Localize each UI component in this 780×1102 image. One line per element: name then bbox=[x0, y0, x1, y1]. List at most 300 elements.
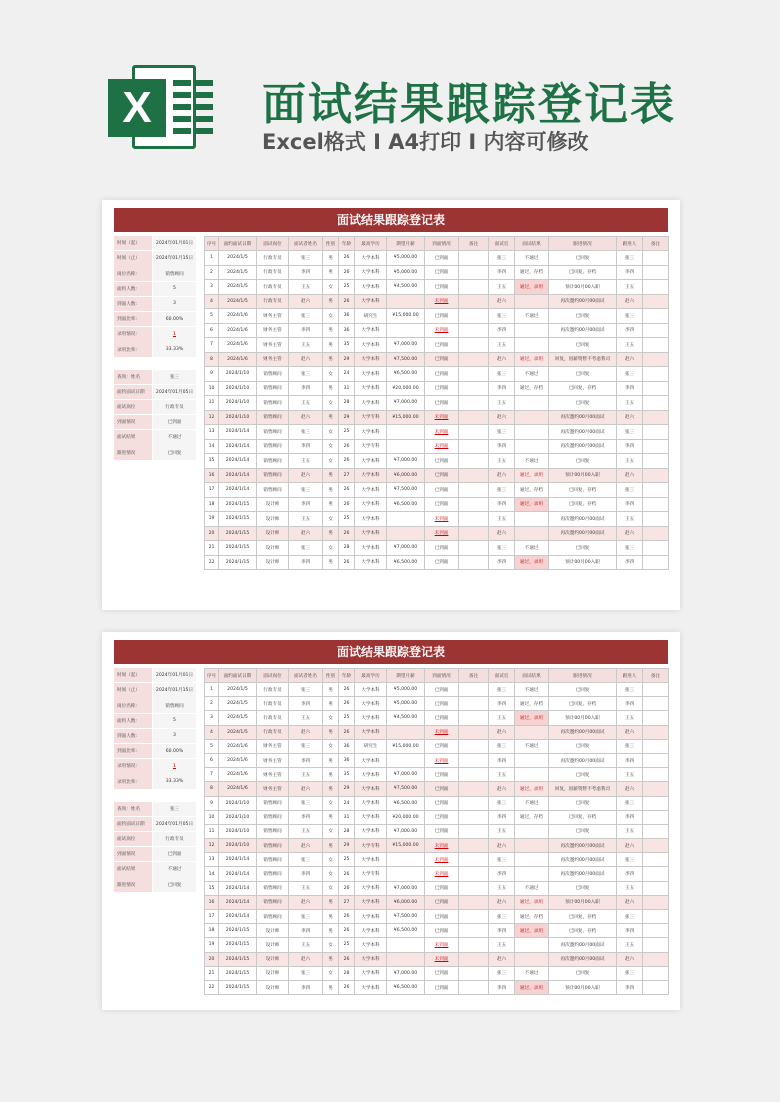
cell-no: 21 bbox=[205, 541, 219, 556]
cell-pos: 财务主管 bbox=[257, 739, 289, 753]
cell-age: 25 bbox=[339, 425, 355, 440]
table-row bbox=[205, 439, 669, 454]
cell-arr: 未到面 bbox=[425, 512, 459, 527]
cell-fol: 已回复 bbox=[549, 309, 617, 324]
cell-age: 26 bbox=[339, 881, 355, 895]
cell-no: 5 bbox=[205, 739, 219, 753]
cell-no: 15 bbox=[205, 881, 219, 895]
cell-edu: 大学本科 bbox=[355, 768, 387, 782]
summary-key: 跟进情况 bbox=[114, 445, 152, 459]
cell-date: 2024/1/15 bbox=[219, 966, 257, 980]
cell-no: 22 bbox=[205, 555, 219, 570]
cell-edu: 大学本科 bbox=[355, 683, 387, 697]
cell-pay: ¥6,500.00 bbox=[387, 367, 425, 382]
summary-key: 查询：姓名 bbox=[114, 370, 152, 384]
summary-panel bbox=[114, 236, 196, 461]
cell-arr: 已到面 bbox=[425, 454, 459, 469]
cell-age: 26 bbox=[339, 454, 355, 469]
cell-sex: 男 bbox=[323, 839, 339, 853]
cell-name: 赵六 bbox=[289, 526, 323, 541]
cell-res: 通过，存档 bbox=[515, 810, 549, 824]
cell-n2 bbox=[643, 439, 669, 454]
page-title: 面试结果跟踪登记表 bbox=[262, 79, 676, 130]
cell-no: 2 bbox=[205, 697, 219, 711]
cell-arr: 已到面 bbox=[425, 683, 459, 697]
cell-itv: 张三 bbox=[489, 739, 515, 753]
cell-edu: 大学本科 bbox=[355, 541, 387, 556]
cell-no: 9 bbox=[205, 796, 219, 810]
cell-sex: 男 bbox=[323, 683, 339, 697]
summary-value[interactable]: 张三 bbox=[153, 370, 196, 384]
cell-edu: 大学本科 bbox=[355, 952, 387, 966]
column-header: 面约面试日期 bbox=[219, 237, 257, 251]
cell-date: 2024/1/14 bbox=[219, 910, 257, 924]
cell-pay: ¥15,000.00 bbox=[387, 739, 425, 753]
cell-itv: 赵六 bbox=[489, 352, 515, 367]
cell-date: 2024/1/15 bbox=[219, 512, 257, 527]
cell-name: 王五 bbox=[289, 824, 323, 838]
cell-itv: 王五 bbox=[489, 881, 515, 895]
table-row bbox=[205, 352, 669, 367]
table-row bbox=[205, 555, 669, 570]
cell-res bbox=[515, 867, 549, 881]
cell-name: 李四 bbox=[289, 924, 323, 938]
cell-pay: ¥7,000.00 bbox=[387, 338, 425, 353]
summary-row bbox=[114, 282, 196, 296]
table-row bbox=[205, 683, 669, 697]
cell-pay: ¥6,500.00 bbox=[387, 980, 425, 994]
cell-sex: 男 bbox=[323, 483, 339, 498]
cell-pay: ¥5,000.00 bbox=[387, 251, 425, 266]
cell-arr: 未到面 bbox=[425, 938, 459, 952]
cell-date: 2024/1/14 bbox=[219, 853, 257, 867]
cell-no: 18 bbox=[205, 497, 219, 512]
cell-edu: 大学本科 bbox=[355, 512, 387, 527]
cell-age: 25 bbox=[339, 853, 355, 867]
cell-no: 3 bbox=[205, 280, 219, 295]
cell-n1 bbox=[459, 753, 489, 767]
cell-edu: 大学本科 bbox=[355, 924, 387, 938]
cell-n2 bbox=[643, 824, 669, 838]
cell-no: 12 bbox=[205, 839, 219, 853]
cell-edu: 大学本科 bbox=[355, 265, 387, 280]
cell-res: 不通过 bbox=[515, 966, 549, 980]
summary-row bbox=[114, 862, 196, 876]
cell-n1 bbox=[459, 697, 489, 711]
cell-edu: 大学本科 bbox=[355, 367, 387, 382]
column-header: 序号 bbox=[205, 237, 219, 251]
cell-n2 bbox=[643, 367, 669, 382]
summary-value: 2024年01月01日 bbox=[153, 236, 196, 250]
cell-who: 赵六 bbox=[617, 895, 643, 909]
cell-date: 2024/1/6 bbox=[219, 753, 257, 767]
cell-res: 通过，存档 bbox=[515, 381, 549, 396]
table-row bbox=[205, 924, 669, 938]
cell-edu: 大学本科 bbox=[355, 280, 387, 295]
table-row bbox=[205, 980, 669, 994]
cell-n2 bbox=[643, 796, 669, 810]
column-header: 面试官 bbox=[489, 237, 515, 251]
cell-arr: 已到面 bbox=[425, 810, 459, 824]
cell-name: 王五 bbox=[289, 512, 323, 527]
cell-n1 bbox=[459, 555, 489, 570]
sheet-banner: 面试结果跟踪登记表 bbox=[114, 640, 668, 664]
summary-key: 时间（止） bbox=[114, 683, 152, 697]
cell-arr: 已到面 bbox=[425, 265, 459, 280]
cell-date: 2024/1/14 bbox=[219, 439, 257, 454]
cell-pay bbox=[387, 938, 425, 952]
cell-arr: 未到面 bbox=[425, 410, 459, 425]
summary-value: 销售顾问 bbox=[153, 698, 196, 712]
summary-value: 1 bbox=[153, 759, 196, 773]
cell-edu: 大学本科 bbox=[355, 697, 387, 711]
cell-who: 赵六 bbox=[617, 468, 643, 483]
cell-n2 bbox=[643, 410, 669, 425]
cell-fol: 回复，因薪资暂不考虑我司 bbox=[549, 782, 617, 796]
cell-fol: 回复，因薪资暂不考虑我司 bbox=[549, 352, 617, 367]
column-header: 面约面试日期 bbox=[219, 669, 257, 683]
cell-n1 bbox=[459, 367, 489, 382]
cell-n1 bbox=[459, 966, 489, 980]
cell-itv: 赵六 bbox=[489, 725, 515, 739]
cell-no: 7 bbox=[205, 768, 219, 782]
cell-arr: 未到面 bbox=[425, 425, 459, 440]
summary-value: 33.33% bbox=[153, 342, 196, 356]
cell-pos: 行政专员 bbox=[257, 683, 289, 697]
cell-age: 26 bbox=[339, 980, 355, 994]
cell-name: 张三 bbox=[289, 796, 323, 810]
table-row bbox=[205, 952, 669, 966]
cell-who: 李四 bbox=[617, 555, 643, 570]
cell-age: 26 bbox=[339, 910, 355, 924]
cell-edu: 大学本科 bbox=[355, 853, 387, 867]
summary-key: 时间（起） bbox=[114, 236, 152, 250]
cell-pos: 财务主管 bbox=[257, 753, 289, 767]
cell-pos: 销售顾问 bbox=[257, 910, 289, 924]
cell-itv: 王五 bbox=[489, 338, 515, 353]
cell-pay: ¥6,500.00 bbox=[387, 497, 425, 512]
cell-n2 bbox=[643, 512, 669, 527]
column-header: 面试结果 bbox=[515, 669, 549, 683]
cell-arr: 未到面 bbox=[425, 867, 459, 881]
cell-age: 26 bbox=[339, 265, 355, 280]
cell-arr: 未到面 bbox=[425, 753, 459, 767]
cell-age: 26 bbox=[339, 697, 355, 711]
cell-date: 2024/1/5 bbox=[219, 280, 257, 295]
cell-date: 2024/1/14 bbox=[219, 468, 257, 483]
table-row bbox=[205, 468, 669, 483]
cell-sex: 男 bbox=[323, 526, 339, 541]
cell-date: 2024/1/15 bbox=[219, 924, 257, 938]
cell-sex: 女 bbox=[323, 711, 339, 725]
cell-pos: 设计师 bbox=[257, 924, 289, 938]
summary-value: 2024年01月05日 bbox=[153, 817, 196, 831]
cell-arr: 已到面 bbox=[425, 251, 459, 266]
cell-n1 bbox=[459, 910, 489, 924]
summary-value: 已回复 bbox=[153, 445, 196, 459]
cell-edu: 大学本科 bbox=[355, 810, 387, 824]
summary-value[interactable]: 张三 bbox=[153, 802, 196, 816]
cell-sex: 男 bbox=[323, 410, 339, 425]
cell-fol: 再次邀约00月00面试 bbox=[549, 526, 617, 541]
summary-value: 5 bbox=[153, 282, 196, 296]
cell-res bbox=[515, 824, 549, 838]
cell-itv: 赵六 bbox=[489, 952, 515, 966]
cell-pos: 销售顾问 bbox=[257, 895, 289, 909]
cell-fol: 已回复，存档 bbox=[549, 497, 617, 512]
cell-pay: ¥6,500.00 bbox=[387, 555, 425, 570]
cell-who: 赵六 bbox=[617, 952, 643, 966]
cell-res: 通过，录用 bbox=[515, 352, 549, 367]
cell-date: 2024/1/10 bbox=[219, 396, 257, 411]
cell-who: 张三 bbox=[617, 541, 643, 556]
cell-pos: 销售顾问 bbox=[257, 881, 289, 895]
cell-name: 赵六 bbox=[289, 410, 323, 425]
column-header: 备注 bbox=[459, 669, 489, 683]
cell-pos: 销售顾问 bbox=[257, 483, 289, 498]
cell-name: 李四 bbox=[289, 980, 323, 994]
summary-row bbox=[114, 817, 196, 831]
cell-n2 bbox=[643, 938, 669, 952]
cell-n2 bbox=[643, 381, 669, 396]
summary-row bbox=[114, 683, 196, 697]
summary-row bbox=[114, 430, 196, 444]
cell-itv: 赵六 bbox=[489, 410, 515, 425]
cell-arr: 已到面 bbox=[425, 396, 459, 411]
cell-n2 bbox=[643, 697, 669, 711]
cell-res bbox=[515, 396, 549, 411]
cell-pay: ¥5,000.00 bbox=[387, 683, 425, 697]
cell-no: 12 bbox=[205, 410, 219, 425]
cell-pos: 销售顾问 bbox=[257, 796, 289, 810]
cell-fol: 再次邀约00月00面试 bbox=[549, 439, 617, 454]
column-header: 性别 bbox=[323, 237, 339, 251]
cell-arr: 未到面 bbox=[425, 839, 459, 853]
cell-pos: 行政专员 bbox=[257, 711, 289, 725]
cell-date: 2024/1/10 bbox=[219, 839, 257, 853]
cell-arr: 已到面 bbox=[425, 966, 459, 980]
cell-name: 张三 bbox=[289, 309, 323, 324]
table-row bbox=[205, 753, 669, 767]
summary-value: 3 bbox=[153, 297, 196, 311]
cell-sex: 女 bbox=[323, 938, 339, 952]
cell-edu: 大学本科 bbox=[355, 753, 387, 767]
cell-n2 bbox=[643, 468, 669, 483]
cell-pos: 销售顾问 bbox=[257, 824, 289, 838]
cell-arr: 已到面 bbox=[425, 338, 459, 353]
cell-pay: ¥7,500.00 bbox=[387, 352, 425, 367]
cell-date: 2024/1/5 bbox=[219, 265, 257, 280]
cell-date: 2024/1/5 bbox=[219, 251, 257, 266]
cell-n1 bbox=[459, 410, 489, 425]
cell-name: 张三 bbox=[289, 367, 323, 382]
cell-date: 2024/1/6 bbox=[219, 739, 257, 753]
cell-n1 bbox=[459, 338, 489, 353]
cell-n1 bbox=[459, 526, 489, 541]
summary-key: 面约面试日期 bbox=[114, 817, 152, 831]
column-header: 跟进人 bbox=[617, 237, 643, 251]
cell-arr: 已到面 bbox=[425, 910, 459, 924]
cell-edu: 大学本科 bbox=[355, 796, 387, 810]
cell-fol: 已回复 bbox=[549, 881, 617, 895]
cell-no: 19 bbox=[205, 938, 219, 952]
cell-no: 17 bbox=[205, 483, 219, 498]
cell-no: 16 bbox=[205, 468, 219, 483]
cell-age: 26 bbox=[339, 952, 355, 966]
cell-date: 2024/1/6 bbox=[219, 352, 257, 367]
cell-n2 bbox=[643, 853, 669, 867]
cell-n2 bbox=[643, 910, 669, 924]
cell-sex: 男 bbox=[323, 381, 339, 396]
cell-n1 bbox=[459, 839, 489, 853]
cell-n1 bbox=[459, 924, 489, 938]
cell-who: 张三 bbox=[617, 309, 643, 324]
cell-arr: 已到面 bbox=[425, 468, 459, 483]
cell-pos: 销售顾问 bbox=[257, 381, 289, 396]
cell-sex: 男 bbox=[323, 753, 339, 767]
summary-row bbox=[114, 297, 196, 311]
cell-no: 7 bbox=[205, 338, 219, 353]
cell-arr: 已到面 bbox=[425, 381, 459, 396]
cell-fol: 已回复 bbox=[549, 796, 617, 810]
cell-age: 28 bbox=[339, 824, 355, 838]
cell-res: 通过，存档 bbox=[515, 697, 549, 711]
cell-who: 李四 bbox=[617, 381, 643, 396]
cell-no: 8 bbox=[205, 782, 219, 796]
cell-res bbox=[515, 323, 549, 338]
column-header: 序号 bbox=[205, 669, 219, 683]
cell-res bbox=[515, 410, 549, 425]
cell-pos: 设计师 bbox=[257, 980, 289, 994]
cell-no: 3 bbox=[205, 711, 219, 725]
cell-fol: 已回复，存档 bbox=[549, 697, 617, 711]
cell-res: 通过，录用 bbox=[515, 895, 549, 909]
cell-sex: 男 bbox=[323, 910, 339, 924]
cell-name: 李四 bbox=[289, 439, 323, 454]
cell-fol: 再次邀约00月00面试 bbox=[549, 952, 617, 966]
summary-key: 岗位名称: bbox=[114, 266, 152, 280]
cell-sex: 男 bbox=[323, 323, 339, 338]
cell-sex: 女 bbox=[323, 280, 339, 295]
summary-key: 到面比率: bbox=[114, 312, 152, 326]
cell-name: 张三 bbox=[289, 853, 323, 867]
cell-sex: 男 bbox=[323, 497, 339, 512]
cell-n1 bbox=[459, 867, 489, 881]
cell-itv: 赵六 bbox=[489, 294, 515, 309]
cell-no: 11 bbox=[205, 824, 219, 838]
cell-sex: 女 bbox=[323, 824, 339, 838]
cell-name: 王五 bbox=[289, 338, 323, 353]
cell-no: 6 bbox=[205, 323, 219, 338]
cell-edu: 大学本科 bbox=[355, 895, 387, 909]
cell-no: 8 bbox=[205, 352, 219, 367]
table-row bbox=[205, 768, 669, 782]
summary-row bbox=[114, 729, 196, 743]
cell-itv: 张三 bbox=[489, 683, 515, 697]
cell-age: 26 bbox=[339, 683, 355, 697]
cell-name: 李四 bbox=[289, 323, 323, 338]
summary-key: 面试岗位 bbox=[114, 400, 152, 414]
summary-row bbox=[114, 744, 196, 758]
cell-res: 通过，录用 bbox=[515, 924, 549, 938]
cell-pay: ¥5,000.00 bbox=[387, 697, 425, 711]
cell-res bbox=[515, 512, 549, 527]
cell-name: 赵六 bbox=[289, 725, 323, 739]
cell-pos: 销售顾问 bbox=[257, 439, 289, 454]
cell-age: 31 bbox=[339, 810, 355, 824]
cell-age: 27 bbox=[339, 468, 355, 483]
cell-n2 bbox=[643, 555, 669, 570]
cell-n1 bbox=[459, 294, 489, 309]
cell-pay: ¥15,000.00 bbox=[387, 309, 425, 324]
cell-n2 bbox=[643, 966, 669, 980]
cell-n2 bbox=[643, 352, 669, 367]
cell-arr: 未到面 bbox=[425, 439, 459, 454]
summary-key: 岗位名称: bbox=[114, 698, 152, 712]
cell-res: 不通过 bbox=[515, 367, 549, 382]
cell-fol: 预计00月00入职 bbox=[549, 280, 617, 295]
cell-who: 赵六 bbox=[617, 782, 643, 796]
cell-sex: 男 bbox=[323, 338, 339, 353]
cell-age: 26 bbox=[339, 294, 355, 309]
cell-n1 bbox=[459, 768, 489, 782]
cell-arr: 已到面 bbox=[425, 483, 459, 498]
cell-n2 bbox=[643, 265, 669, 280]
column-header: 面试结果 bbox=[515, 237, 549, 251]
cell-arr: 已到面 bbox=[425, 367, 459, 382]
cell-name: 赵六 bbox=[289, 352, 323, 367]
cell-n2 bbox=[643, 768, 669, 782]
cell-n1 bbox=[459, 483, 489, 498]
cell-pos: 设计师 bbox=[257, 952, 289, 966]
cell-date: 2024/1/6 bbox=[219, 782, 257, 796]
cell-res: 不通过 bbox=[515, 454, 549, 469]
cell-n2 bbox=[643, 895, 669, 909]
cell-pos: 销售顾问 bbox=[257, 454, 289, 469]
cell-fol: 已回复 bbox=[549, 739, 617, 753]
cell-pay: ¥7,000.00 bbox=[387, 396, 425, 411]
cell-who: 李四 bbox=[617, 924, 643, 938]
cell-itv: 张三 bbox=[489, 367, 515, 382]
cell-name: 张三 bbox=[289, 251, 323, 266]
cell-age: 35 bbox=[339, 768, 355, 782]
cell-pos: 设计师 bbox=[257, 512, 289, 527]
cell-age: 26 bbox=[339, 924, 355, 938]
cell-pay: ¥15,000.00 bbox=[387, 410, 425, 425]
cell-pos: 设计师 bbox=[257, 526, 289, 541]
table-row bbox=[205, 711, 669, 725]
interview-table bbox=[204, 668, 669, 995]
cell-pay bbox=[387, 753, 425, 767]
cell-date: 2024/1/10 bbox=[219, 796, 257, 810]
cell-n2 bbox=[643, 924, 669, 938]
cell-name: 赵六 bbox=[289, 895, 323, 909]
summary-key: 面约面试日期 bbox=[114, 385, 152, 399]
table-row bbox=[205, 265, 669, 280]
cell-n2 bbox=[643, 541, 669, 556]
cell-sex: 男 bbox=[323, 294, 339, 309]
cell-sex: 女 bbox=[323, 425, 339, 440]
cell-no: 4 bbox=[205, 725, 219, 739]
cell-edu: 大学本科 bbox=[355, 711, 387, 725]
cell-res bbox=[515, 853, 549, 867]
cell-arr: 已到面 bbox=[425, 697, 459, 711]
summary-value: 销售顾问 bbox=[153, 266, 196, 280]
cell-res bbox=[515, 338, 549, 353]
cell-age: 26 bbox=[339, 251, 355, 266]
cell-fol: 再次邀约00月00面试 bbox=[549, 867, 617, 881]
cell-arr: 已到面 bbox=[425, 895, 459, 909]
